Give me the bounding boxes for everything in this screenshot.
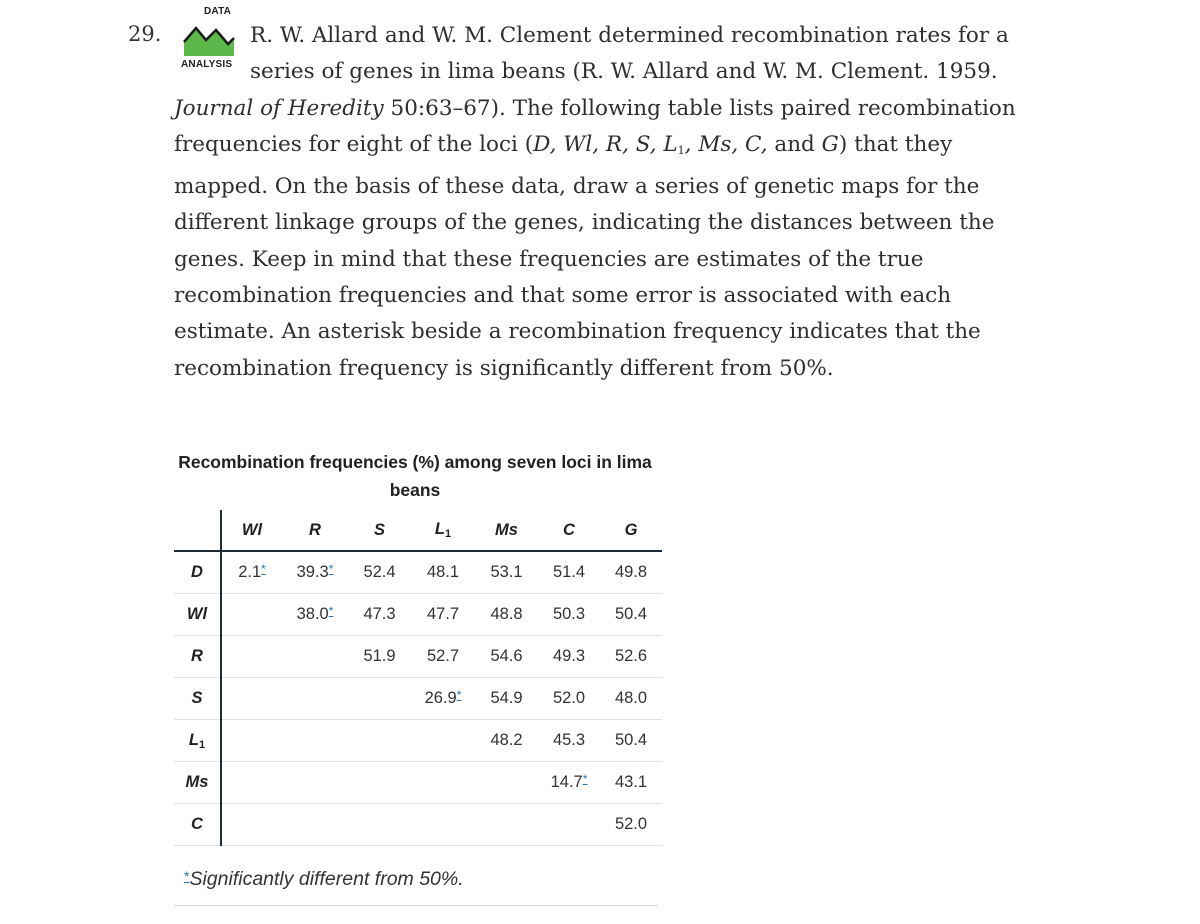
table-row bbox=[174, 762, 662, 804]
table-cell: 48.8 bbox=[475, 594, 538, 636]
table-cell: 52.0 bbox=[538, 678, 600, 720]
table-row bbox=[174, 678, 662, 720]
col-header: G bbox=[600, 510, 662, 551]
table-cell bbox=[348, 762, 411, 804]
footnote bbox=[184, 868, 464, 891]
table-cell bbox=[348, 804, 411, 846]
table-cell: 26.9* bbox=[411, 678, 475, 720]
table-cell: 48.0 bbox=[600, 678, 662, 720]
table-cell bbox=[221, 804, 282, 846]
table-row bbox=[174, 720, 662, 762]
table-cell bbox=[348, 720, 411, 762]
table-row bbox=[174, 551, 662, 594]
col-header: R bbox=[282, 510, 348, 551]
table-cell bbox=[538, 804, 600, 846]
problem-text bbox=[174, 18, 1034, 387]
and-word: and bbox=[767, 131, 822, 157]
significance-asterisk[interactable]: * bbox=[582, 772, 588, 786]
table-cell: 14.7* bbox=[538, 762, 600, 804]
table-row bbox=[174, 636, 662, 678]
table-cell: 54.9 bbox=[475, 678, 538, 720]
col-header: S bbox=[348, 510, 411, 551]
locus-g: G bbox=[821, 131, 839, 157]
table-cell: 51.9 bbox=[348, 636, 411, 678]
table-cell bbox=[221, 762, 282, 804]
badge-bottom-text: ANALYSIS bbox=[181, 59, 233, 70]
table-cell bbox=[282, 678, 348, 720]
col-header: Wl bbox=[221, 510, 282, 551]
table-cell: 45.3 bbox=[538, 720, 600, 762]
row-header: R bbox=[174, 636, 221, 678]
table-cell: 48.1 bbox=[411, 551, 475, 594]
table-cell: 52.6 bbox=[600, 636, 662, 678]
table-cell: 53.1 bbox=[475, 551, 538, 594]
col-header: C bbox=[538, 510, 600, 551]
row-header: C bbox=[174, 804, 221, 846]
table-cell: 48.2 bbox=[475, 720, 538, 762]
col-header: Ms bbox=[475, 510, 538, 551]
table-cell: 38.0* bbox=[282, 594, 348, 636]
table-row bbox=[174, 594, 662, 636]
row-header: S bbox=[174, 678, 221, 720]
significance-asterisk[interactable]: * bbox=[261, 562, 266, 576]
table-cell bbox=[282, 804, 348, 846]
table-cell: 47.3 bbox=[348, 594, 411, 636]
table-cell: 50.4 bbox=[600, 594, 662, 636]
table-header-row bbox=[174, 510, 662, 551]
table-cell bbox=[221, 594, 282, 636]
table-cell: 54.6 bbox=[475, 636, 538, 678]
footnote-asterisk[interactable]: * bbox=[184, 868, 190, 884]
table-cell bbox=[282, 720, 348, 762]
row-header: Ms bbox=[174, 762, 221, 804]
table-cell: 50.3 bbox=[538, 594, 600, 636]
table-cell: 49.8 bbox=[600, 551, 662, 594]
table-cell: 2.1* bbox=[221, 551, 282, 594]
loci-list: D, Wl, R, S, $L_1$, Ms, C, bbox=[533, 131, 768, 157]
table-cell bbox=[282, 636, 348, 678]
paragraph-part1: R. W. Allard and W. M. Clement determined recombination rates for a series of genes in lima beans (R. W. Allard and W. M. Clement. 1959. bbox=[250, 23, 1009, 85]
table-cell bbox=[475, 804, 538, 846]
table-cell: 39.3* bbox=[282, 551, 348, 594]
row-header: $L_1$ bbox=[174, 720, 221, 762]
table-cell: 52.0 bbox=[600, 804, 662, 846]
journal-title: Journal of Heredity bbox=[174, 95, 384, 121]
paragraph-part2: 50:63–67). The following table lists paired recombination frequencies for eight of the loci ( bbox=[174, 95, 1016, 157]
significance-asterisk[interactable]: * bbox=[328, 604, 334, 618]
question-number: 29. bbox=[128, 22, 162, 46]
table-caption: Recombination frequencies (%) among seven loci in lima beans bbox=[178, 452, 652, 500]
table-cell: 43.1 bbox=[600, 762, 662, 804]
table-cell bbox=[221, 636, 282, 678]
col-header: $L_1$ bbox=[411, 510, 475, 551]
recombination-table bbox=[174, 510, 662, 846]
table-cell: 47.7 bbox=[411, 594, 475, 636]
table-cell bbox=[411, 720, 475, 762]
table-cell bbox=[221, 720, 282, 762]
table-cell: 52.7 bbox=[411, 636, 475, 678]
footnote-text: Significantly different from 50%. bbox=[189, 868, 464, 890]
corner-cell bbox=[174, 510, 221, 551]
badge-top-text: DATA bbox=[204, 6, 232, 17]
table-cell bbox=[348, 678, 411, 720]
table-cell bbox=[282, 762, 348, 804]
table-cell: 49.3 bbox=[538, 636, 600, 678]
table-cell bbox=[221, 678, 282, 720]
row-header: D bbox=[174, 551, 221, 594]
significance-asterisk[interactable]: * bbox=[328, 562, 334, 576]
significance-asterisk[interactable]: * bbox=[456, 688, 462, 702]
table-row bbox=[174, 804, 662, 846]
row-header: Wl bbox=[174, 594, 221, 636]
table-cell bbox=[411, 804, 475, 846]
table-cell bbox=[475, 762, 538, 804]
paragraph-part3: ) that they mapped. On the basis of these data, draw a series of genetic maps for the different linkage groups of the genes, indicating the distances between the genes. Keep in mind that these frequencies are estimates of the true recombination frequencies and that some error is associated with each estimate. An asterisk beside a recombination frequency indicates that the recombination frequency is significantly different from 50%. bbox=[174, 131, 995, 381]
table-cell bbox=[411, 762, 475, 804]
table-cell: 50.4 bbox=[600, 720, 662, 762]
table-cell: 52.4 bbox=[348, 551, 411, 594]
footnote-divider bbox=[174, 905, 658, 906]
table-cell: 51.4 bbox=[538, 551, 600, 594]
